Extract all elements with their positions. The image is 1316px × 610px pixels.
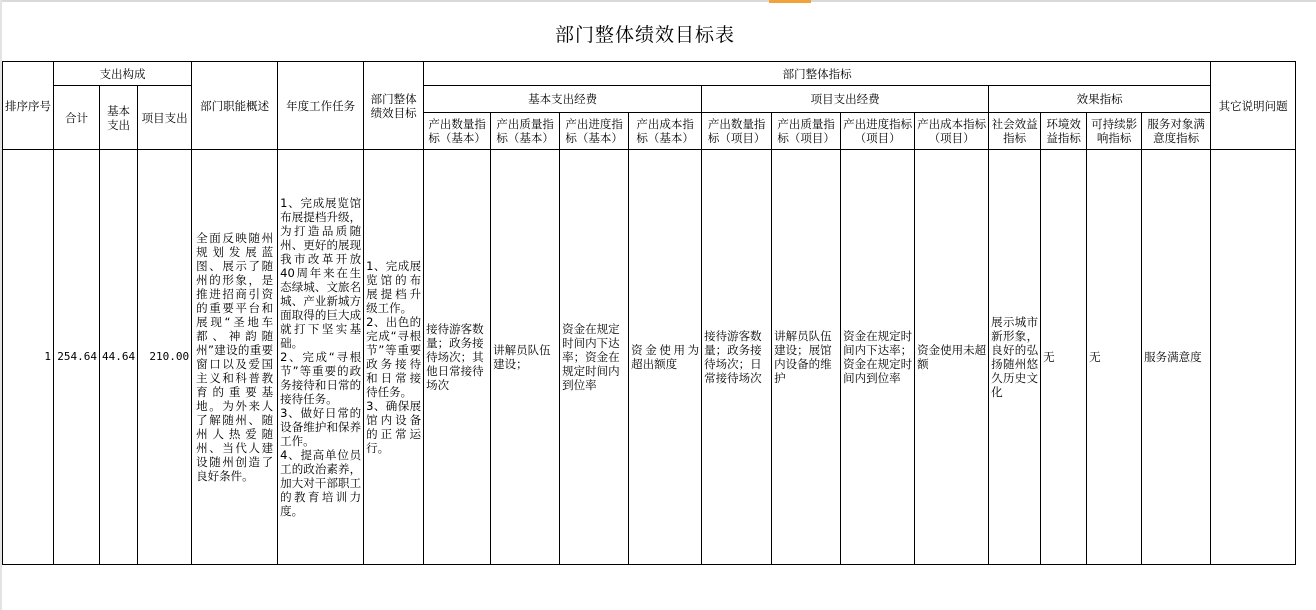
header-basic-qty: 产出数量指标（基本） xyxy=(424,113,491,150)
cell-sustainable[interactable]: 无 xyxy=(1087,150,1142,565)
header-proj-progress: 产出进度指标（项目） xyxy=(841,113,915,150)
header-project-spending: 项目支出 xyxy=(138,86,192,150)
cell-proj-cost[interactable]: 资金使用未超额 xyxy=(915,150,989,565)
cell-satisfaction[interactable]: 服务满意度 xyxy=(1142,150,1211,565)
cell-social[interactable]: 展示城市新形象，良好的弘扬随州悠久历史文化 xyxy=(989,150,1041,565)
header-dept-function: 部门职能概述 xyxy=(192,62,278,150)
cell-dept-goal[interactable]: 1、完成展览馆的布展提档升级工作。 2、出色的完成“寻根节”等重要政务接待和日常接待任务。 3、确保展馆内设备的正常运行。 xyxy=(364,150,424,565)
performance-table xyxy=(2,61,1296,565)
header-seq: 排序序号 xyxy=(3,62,54,150)
header-total: 合计 xyxy=(54,86,100,150)
header-basic-spending-label: 基本支出 xyxy=(107,103,131,132)
header-proj-qty: 产出数量指标（项目） xyxy=(702,113,772,150)
active-column-marker xyxy=(769,0,811,3)
cell-proj-progress[interactable]: 资金在规定时间内下达率；资金在规定时间内到位率 xyxy=(841,150,915,565)
header-spending-group: 支出构成 xyxy=(54,62,192,86)
header-basic-funds: 基本支出经费 xyxy=(424,86,702,113)
header-basic-cost: 产出成本指标（基本） xyxy=(629,113,702,150)
table-row xyxy=(3,150,1296,565)
cell-basic-cost[interactable]: 资金使用为超出额度 xyxy=(629,150,702,565)
cell-seq[interactable]: 1 xyxy=(3,150,54,565)
header-proj-quality: 产出质量指标（项目） xyxy=(772,113,841,150)
header-satisfaction: 服务对象满意度指标 xyxy=(1142,113,1211,150)
cell-proj-qty[interactable]: 接待游客数量；政务接待场次；日常接待场次 xyxy=(702,150,772,565)
header-sustainable: 可持续影响指标 xyxy=(1087,113,1142,150)
cell-basic-quality[interactable]: 讲解员队伍建设； xyxy=(491,150,560,565)
cell-basic-progress[interactable]: 资金在规定时间内下达率；资金在规定时间内到位率 xyxy=(560,150,629,565)
header-project-funds: 项目支出经费 xyxy=(702,86,989,113)
header-proj-cost: 产出成本指标（项目） xyxy=(915,113,989,150)
header-dept-goal-label: 部门整体绩效目标 xyxy=(370,91,417,120)
header-dept-indicators: 部门整体指标 xyxy=(424,62,1211,86)
cell-dept-function[interactable]: 全面反映随州规划发展蓝图、展示了随州的形象，是推进招商引资的重要平台和展现“圣地车都、神韵随州”建设的重要窗口以及爱国主义和科普教育的重要基地。为外来人了解随州、随州人热爱随州、当代人建设随州创造了良好条件。 xyxy=(192,150,278,565)
cell-environment[interactable]: 无 xyxy=(1041,150,1087,565)
header-basic-spending xyxy=(100,86,138,150)
cell-basic[interactable]: 44.64 xyxy=(100,150,138,565)
header-basic-progress: 产出进度指标（基本） xyxy=(560,113,629,150)
page-title: 部门整体绩效目标表 xyxy=(554,24,735,46)
cell-other[interactable] xyxy=(1211,150,1296,565)
cell-total[interactable]: 254.64 xyxy=(54,150,100,565)
cell-basic-qty[interactable]: 接待游客数量；政务接待场次；其他日常接待场次 xyxy=(424,150,491,565)
header-effect-indicators: 效果指标 xyxy=(989,86,1211,113)
header-basic-quality: 产出质量指标（基本） xyxy=(491,113,560,150)
top-border xyxy=(0,0,1316,2)
cell-annual-tasks[interactable]: 1、完成展览馆布展提档升级，为打造品质随州、更好的展现我市改革开放40周年来在生态绿城、文旅名城、产业新城方面取得的巨大成就打下坚实基础。 2、完成“寻根节”等重要的政务接待和日常的接待任务。 3、做好日常的设备维护和保养工作。 4、提高单位员工的政治素养，加大对干部职工的教育培训力度。 xyxy=(278,150,364,565)
header-environment: 环境效益指标 xyxy=(1041,113,1087,150)
header-dept-goal xyxy=(364,62,424,150)
cell-project[interactable]: 210.00 xyxy=(138,150,192,565)
header-social: 社会效益指标 xyxy=(989,113,1041,150)
header-annual-tasks: 年度工作任务 xyxy=(278,62,364,150)
header-other-issues: 其它说明问题 xyxy=(1211,62,1296,150)
cell-proj-quality[interactable]: 讲解员队伍建设；展馆内设备的维护 xyxy=(772,150,841,565)
